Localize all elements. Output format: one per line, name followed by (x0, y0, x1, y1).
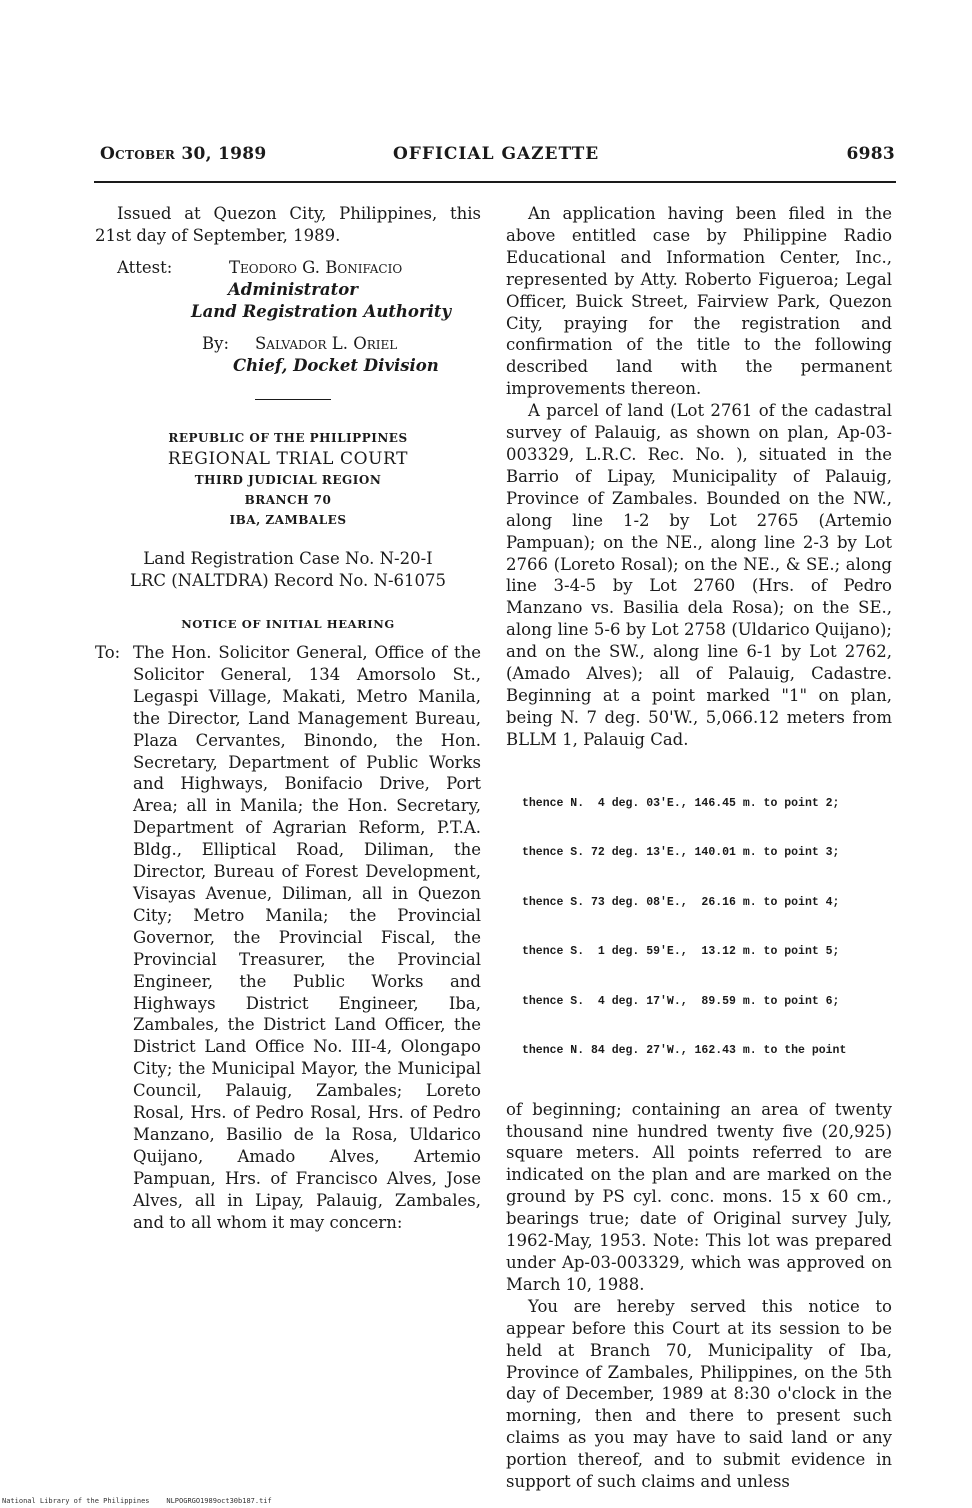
footer-file: NLPOGRGO1989oct30b187.tif (166, 1497, 272, 1505)
right-column (506, 203, 892, 1493)
footer-library: National Library of the Philippines (2, 1497, 150, 1505)
court-location: IBA, ZAMBALES (229, 513, 347, 528)
land-description-paragraph: A parcel of land (Lot 2761 of the cadastral survey of Palauig, as shown on plan, Ap-03-003329, L.R.C. Rec. No. ), situated in the Barrio of Lipay, Municipality of Palauig, Province of Zambales. Bounded on the NW., along line 1-2 by Lot 2765 (Artemio Pampuan); on the NE., along line 2-3 by Lot 2766 (Loreto Rosal); on the NE., & SE.; along line 3-4-5 by Lot 2760 (Hrs. of Pedro Manzano vs. Basilia dela Rosa); on the SE., along line 5-6 by Lot 2758 (Uldarico Quijano); and on the SW., along line 6-1 by Lot 2762, (Amado Alves); all of Palauig, Cadastre. Beginning at a point marked "1" on plan, being N. 7 deg. 50'W., 5,066.12 meters from BLLM 1, Palauig Cad. (506, 401, 892, 749)
application-paragraph: An application having been filed in the above entitled case by Philippine Radio Educational and Information Center, Inc., represented by Atty. Roberto Figueroa; Legal Officer, Buick Street, Fairview Park, Quezon City, praying for the registration and confirmation of the title to the following described land with the permanent improvements thereon. (506, 204, 892, 399)
by-name: Salvador L. Oriel (255, 333, 398, 353)
addressees-block (95, 642, 481, 1233)
course-line: thence S. 72 deg. 13'E., 140.01 m. to point 3; (522, 846, 840, 860)
to-label: To: (95, 643, 121, 663)
page-header (100, 144, 895, 172)
attest-agency: Land Registration Authority (191, 301, 452, 321)
by-block (95, 333, 481, 379)
header-rule (94, 181, 896, 183)
hearing-paragraph: You are hereby served this notice to appear before this Court at its session to be held at Branch 70, Municipality of Iba, Province of Zambales, Philippines, on the 5th day of December, 1989 at 8:30 o'clock in the morning, then and there to present such claims as you may have to said land or any portion thereof, and to submit evidence in support of such claims and unless (506, 1296, 892, 1492)
section-divider (255, 399, 331, 401)
attest-block (95, 257, 481, 323)
court-republic: REPUBLIC OF THE PHILIPPINES (168, 431, 408, 446)
court-branch: BRANCH 70 (244, 493, 332, 508)
record-number: LRC (NALTDRA) Record No. N-61075 (129, 571, 447, 591)
course-line: thence S. 73 deg. 08'E., 26.16 m. to point 4; (522, 895, 840, 909)
by-title: Chief, Docket Division (233, 355, 439, 375)
addressees-text: The Hon. Solicitor General, Office of the Solicitor General, 134 Amorsolo St., Legaspi Village, Makati, Metro Manila, the Director, Land Management Bureau, Plaza Cervantes, Binondo, the Hon. Secretary, Department of Public Works and Highways, Bonifacio Drive, Port Area; all in Manila; the Hon. Secretary, Department of Agrarian Reform, P.T.A. Bldg., Elliptical Road, Diliman, the Director, Bureau of Forest Development, Visayas Avenue, Diliman, all in Quezon City; Metro Manila; the Provincial Governor, the Provincial Fiscal, the Provincial Treasurer, the Provincial Engineer, the Public Works and Highways District Engineer, Iba, Zambales, the District Land Officer, the District Land Office No. III-4, Olongapo City; the Municipal Mayor, the Municipal Council, Palauig, Zambales; Loreto Rosal, Hrs. of Pedro Rosal, Hrs. of Pedro Manzano, Basilio de la Rosa, Uldarico Quijano, Amado Alves, Artemio Pampuan, Hrs. of Francisco Alves, Jose Alves, all in Lipay, Palauig, Zambales, and to all whom it may concern: (133, 643, 481, 1232)
left-column (95, 203, 481, 1234)
case-numbers (95, 548, 481, 592)
by-label: By: (202, 333, 230, 353)
course-line: thence S. 4 deg. 17'W., 89.59 m. to point 6; (522, 994, 840, 1008)
issued-paragraph: Issued at Quezon City, Philippines, this 21st day of September, 1989. (95, 204, 481, 245)
attest-label: Attest: (117, 257, 173, 277)
course-line: thence N. 4 deg. 03'E., 146.45 m. to point 2; (522, 796, 840, 810)
area-paragraph: of beginning; containing an area of twenty thousand nine hundred twenty five (20,925) square meters. All points referred to are indicated on the plan and are marked on the ground by PS cyl. conc. mons. 15 x 60 cm., bearings true; date of Original survey July, 1962-May, 1953. Note: This lot was prepared under Ap-03-003329, which was approved on March 10, 1988. (506, 1099, 892, 1294)
court-region: THIRD JUDICIAL REGION (194, 473, 382, 488)
case-number: Land Registration Case No. N-20-I (143, 549, 433, 569)
scan-footer (2, 1497, 272, 1505)
issue-date: October 30, 1989 (100, 144, 267, 164)
attest-title: Administrator (228, 279, 358, 299)
publication-title: OFFICIAL GAZETTE (393, 144, 600, 164)
court-name: REGIONAL TRIAL COURT (167, 449, 409, 470)
course-line: thence N. 84 deg. 27'W., 162.43 m. to the point (522, 1044, 847, 1058)
survey-courses (522, 763, 892, 1093)
notice-title: NOTICE OF INITIAL HEARING (181, 617, 395, 632)
course-line: thence S. 1 deg. 59'E., 13.12 m. to point 5; (522, 945, 840, 959)
page-number: 6983 (846, 144, 895, 164)
court-caption (95, 428, 481, 530)
attest-name: Teodoro G. Bonifacio (229, 257, 403, 277)
